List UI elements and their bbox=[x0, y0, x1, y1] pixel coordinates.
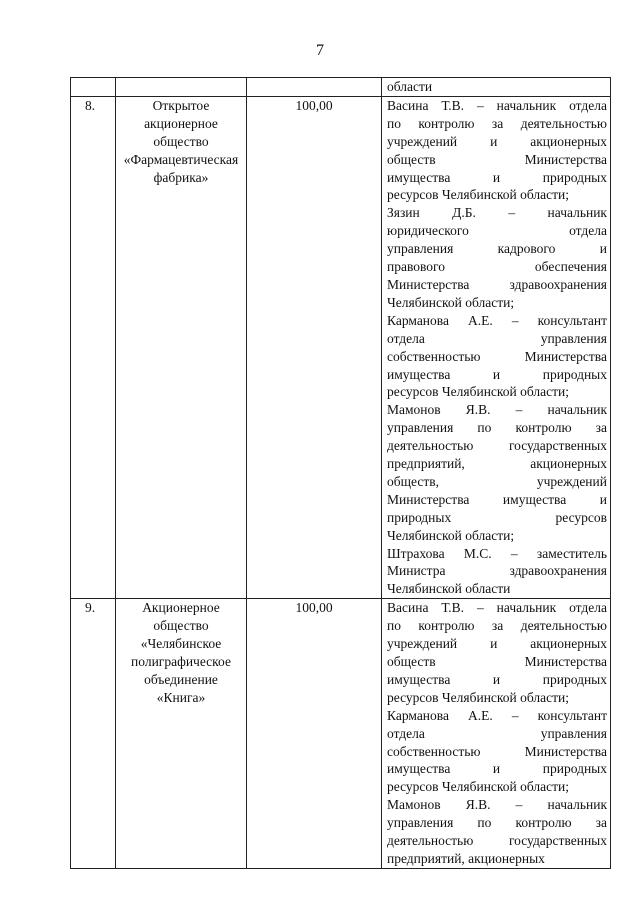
table-row-continuation bbox=[71, 78, 611, 97]
member-text-line: управления кадрового и bbox=[387, 241, 607, 257]
member-text-line: учреждений и акционерных bbox=[387, 133, 607, 149]
member-text-line: имущества и природных bbox=[387, 169, 607, 185]
commission-table bbox=[70, 77, 611, 869]
member-text-line: обществ Министерства bbox=[387, 654, 607, 669]
company-name-line: «Фармацевтическая bbox=[123, 151, 239, 167]
member-text-line: учреждений и акционерных bbox=[387, 636, 607, 652]
member-text-line: по контролю за деятельностью bbox=[387, 115, 607, 131]
cell-members bbox=[382, 599, 611, 869]
member-text-line: Карманова А.Е. – консультант bbox=[387, 707, 607, 723]
cell-share bbox=[247, 78, 382, 97]
member-text-line: Министерства здравоохранения bbox=[387, 276, 607, 292]
cell-company bbox=[116, 78, 247, 97]
table-row bbox=[71, 599, 611, 869]
member-text-line: по контролю за деятельностью bbox=[387, 618, 607, 634]
company-name-line: «Челябинское bbox=[140, 636, 222, 652]
member-text-line: ресурсов Челябинской области; bbox=[387, 384, 570, 400]
company-name-line: объединение bbox=[144, 671, 218, 687]
page-number: 7 bbox=[316, 42, 324, 59]
member-text-line: управления по контролю за bbox=[387, 815, 607, 831]
member-text-line: собственностью Министерства bbox=[387, 348, 607, 364]
member-text-line: предприятий, акционерных bbox=[387, 456, 607, 472]
company-name-line: общество bbox=[153, 618, 209, 634]
member-text-line: правового обеспечения bbox=[387, 259, 607, 275]
member-text-line: имущества и природных bbox=[387, 366, 607, 382]
cell-members bbox=[382, 96, 611, 598]
table-row bbox=[71, 96, 611, 598]
member-text-line: имущества и природных bbox=[387, 671, 607, 687]
member-text-line: Министерства имущества и bbox=[387, 491, 607, 507]
member-text-line: управления по контролю за bbox=[387, 420, 607, 436]
member-text-line: ресурсов Челябинской области; bbox=[387, 689, 570, 705]
cell-members bbox=[382, 78, 611, 97]
member-text-line: обществ Министерства bbox=[387, 151, 607, 167]
company-name-line: общество bbox=[153, 133, 209, 149]
cell-company bbox=[116, 96, 247, 598]
member-text-line: Министра здравоохранения bbox=[387, 563, 607, 579]
member-text-line: области bbox=[387, 79, 433, 94]
member-text-line: Мамонов Я.В. – начальник bbox=[387, 402, 607, 418]
member-text-line: собственностью Министерства bbox=[387, 743, 607, 759]
member-text-line: Васина Т.В. – начальник отдела bbox=[387, 97, 607, 113]
cell-share: 100,00 bbox=[247, 599, 382, 869]
member-text-line: Челябинской области bbox=[387, 581, 511, 597]
member-text-line: природных ресурсов bbox=[387, 509, 607, 525]
member-text-line: обществ, учреждений bbox=[387, 473, 607, 489]
member-text-line: Мамонов Я.В. – начальник bbox=[387, 797, 607, 813]
company-name-line: полиграфическое bbox=[131, 654, 231, 669]
cell-number: 8. bbox=[71, 96, 116, 598]
member-text-line: отдела управления bbox=[387, 330, 607, 346]
member-text-line: предприятий, акционерных bbox=[387, 850, 545, 866]
company-name-line: акционерное bbox=[144, 115, 218, 131]
member-text-line: ресурсов Челябинской области; bbox=[387, 779, 570, 795]
cell-company bbox=[116, 599, 247, 869]
member-text-line: Челябинской области; bbox=[387, 527, 515, 543]
member-text-line: Штрахова М.С. – заместитель bbox=[387, 545, 607, 561]
member-text-line: ресурсов Челябинской области; bbox=[387, 187, 570, 203]
member-text-line: юридического отдела bbox=[387, 223, 607, 239]
member-text-line: Карманова А.Е. – консультант bbox=[387, 312, 607, 328]
member-text-line: деятельностью государственных bbox=[387, 833, 607, 849]
member-text-line: Васина Т.В. – начальник отдела bbox=[387, 600, 607, 616]
member-text-line: деятельностью государственных bbox=[387, 438, 607, 454]
company-name-line: фабрика» bbox=[153, 169, 209, 185]
company-name-line: Акционерное bbox=[142, 600, 220, 616]
company-name-line: Открытое bbox=[152, 97, 210, 113]
company-name-line: «Книга» bbox=[156, 689, 206, 705]
member-text-line: Челябинской области; bbox=[387, 294, 515, 310]
cell-share: 100,00 bbox=[247, 96, 382, 598]
cell-number: 9. bbox=[71, 599, 116, 869]
member-text-line: имущества и природных bbox=[387, 761, 607, 777]
member-text-line: отдела управления bbox=[387, 725, 607, 741]
cell-number bbox=[71, 78, 116, 97]
member-text-line: Зязин Д.Б. – начальник bbox=[387, 205, 607, 221]
